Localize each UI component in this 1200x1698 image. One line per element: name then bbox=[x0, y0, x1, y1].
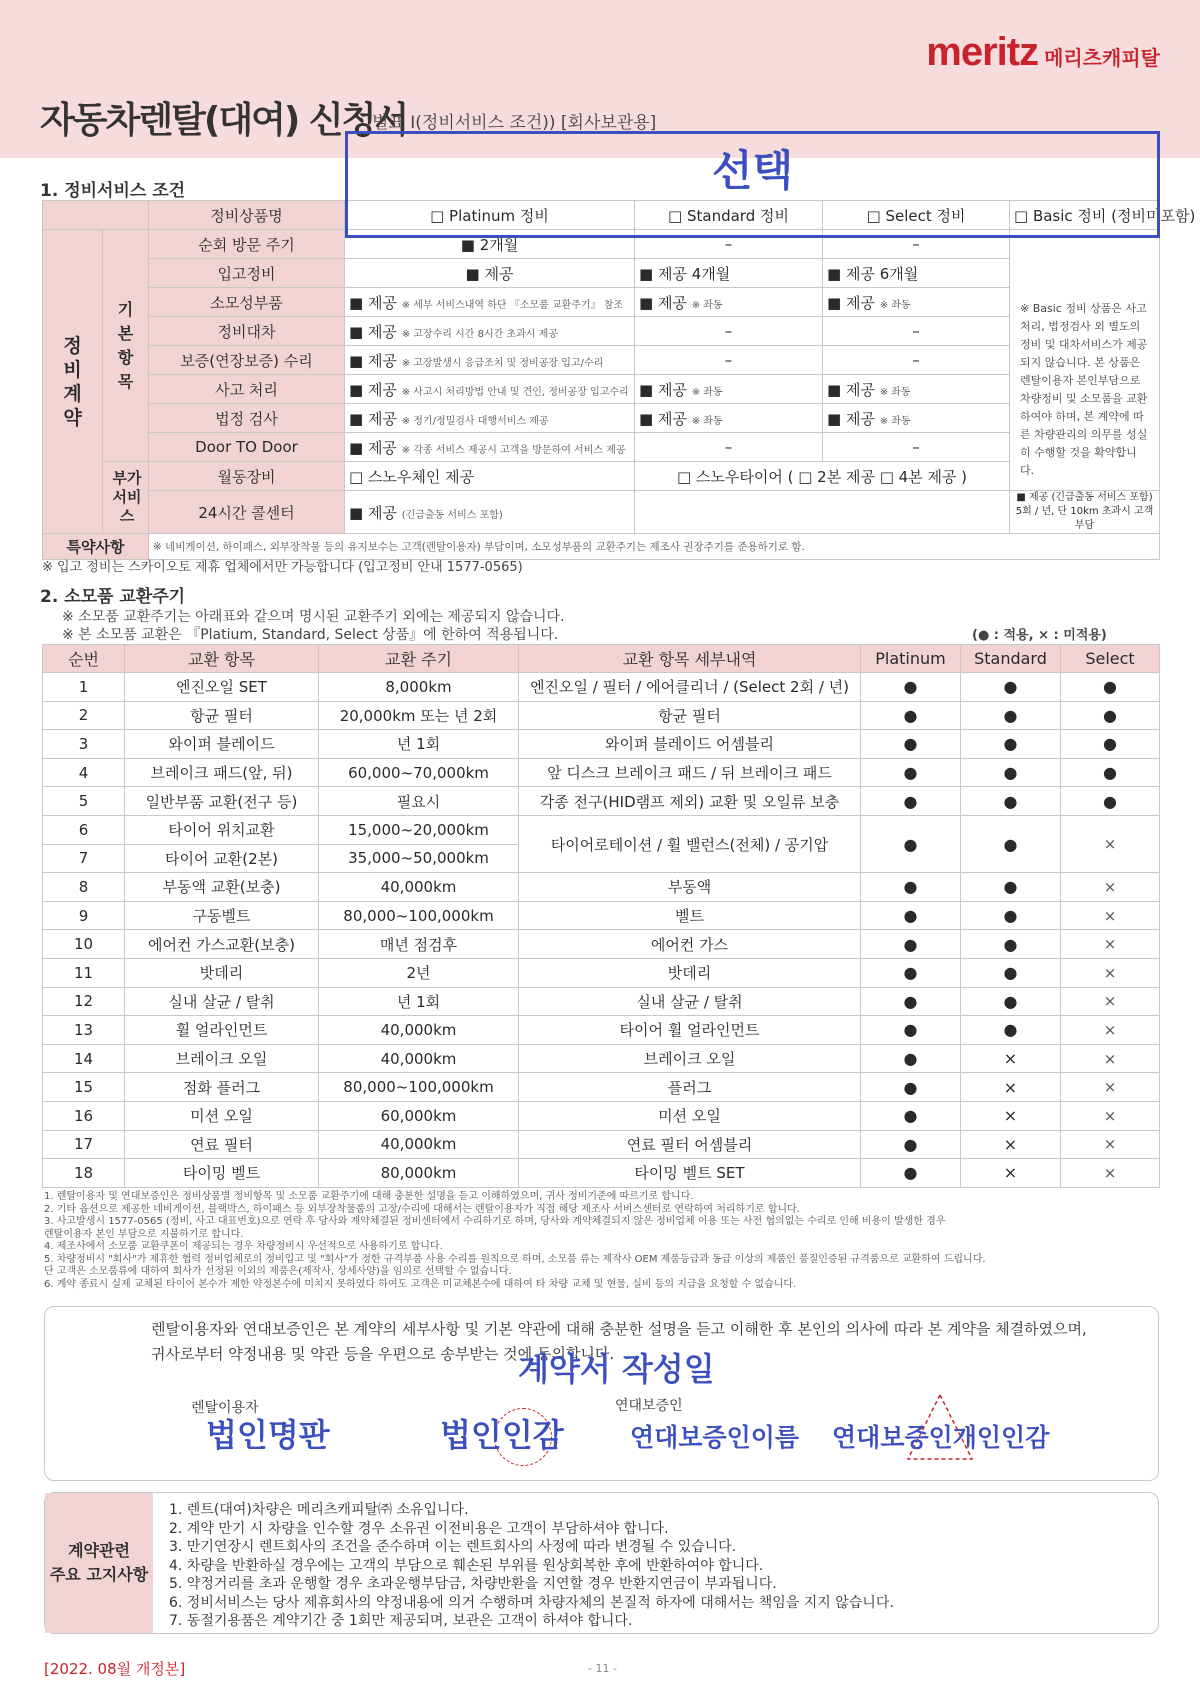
row-no: 14 bbox=[43, 1044, 125, 1073]
row-detail: 실내 살균 / 탈취 bbox=[519, 987, 861, 1016]
row-detail: 에어컨 가스 bbox=[519, 930, 861, 959]
row-no: 15 bbox=[43, 1073, 125, 1102]
agreement-text: 렌탈이용자와 연대보증인은 본 계약의 세부사항 및 기본 약관에 대해 충분한 설명을 듣고 이해한 후 본인의 의사에 따라 본 계약을 체결하였으며, 귀사로부터 약정내용 및 약관 등을 우편으로 송부받는 것에 동의합니다. bbox=[151, 1320, 1087, 1363]
footnote: 6. 계약 종료시 실제 교체된 타이어 본수가 제한 약정본수에 미치지 못하였다 하여도 고객은 미교체본수에 대하여 타 차량 교체 및 현물, 실비 등의 지급을 요청할 수 없습니다. bbox=[44, 1278, 797, 1290]
section2-note2: ※ 본 소모품 교환은 『Platium, Standard, Select 상품』에 한하여 적용됩니다. bbox=[62, 627, 559, 643]
row-standard: ● bbox=[961, 701, 1061, 730]
row-no: 3 bbox=[43, 730, 125, 759]
notice-head: 계약관련 주요 고지사항 bbox=[45, 1493, 153, 1633]
cell-note: ※ 세부 서비스내역 하단 『소모품 교환주기』 참조 bbox=[401, 299, 624, 311]
section2-title: 2. 소모품 교환주기 bbox=[40, 587, 186, 607]
col-cycle: 교환 주기 bbox=[319, 645, 519, 673]
row-platinum: ● bbox=[861, 758, 961, 787]
table-row bbox=[43, 815, 1160, 844]
cell-note: ※ 정기/정밀검사 대행서비스 제공 bbox=[401, 415, 549, 427]
row-select: × bbox=[1061, 1044, 1160, 1073]
row-item: 연료 필터 bbox=[125, 1130, 319, 1159]
section1-note: ※ 입고 정비는 스카이오토 제휴 업체에서만 가능합니다 (입고정비 안내 1577-0565) bbox=[42, 560, 523, 575]
row-no: 12 bbox=[43, 987, 125, 1016]
row-item: 타이밍 벨트 bbox=[125, 1159, 319, 1188]
row-detail: 연료 필터 어셈블리 bbox=[519, 1130, 861, 1159]
cell-standard: – bbox=[635, 346, 823, 375]
row-select: × bbox=[1061, 958, 1160, 987]
row-no: 8 bbox=[43, 873, 125, 902]
row-platinum: ● bbox=[861, 958, 961, 987]
row-select: × bbox=[1061, 1073, 1160, 1102]
row-label: Door TO Door bbox=[149, 433, 345, 462]
cell-select: ■ 제공 ※ 좌동 bbox=[823, 288, 1010, 317]
table-row bbox=[43, 787, 1160, 816]
row-select: × bbox=[1061, 1101, 1160, 1130]
row-cycle: 8,000km bbox=[319, 673, 519, 702]
row-item: 점화 플러그 bbox=[125, 1073, 319, 1102]
row-no: 16 bbox=[43, 1101, 125, 1130]
row-cycle: 년 1회 bbox=[319, 730, 519, 759]
row-select: ● bbox=[1061, 758, 1160, 787]
table-row bbox=[43, 901, 1160, 930]
row-platinum: ● bbox=[861, 987, 961, 1016]
table-row bbox=[43, 987, 1160, 1016]
row-no: 1 bbox=[43, 673, 125, 702]
row-standard: ● bbox=[961, 958, 1061, 987]
notice-list bbox=[169, 1501, 894, 1631]
cell-note: ※ 좌동 bbox=[691, 299, 723, 311]
renter-label: 렌탈이용자 bbox=[191, 1400, 259, 1416]
col-select: Select bbox=[1061, 645, 1160, 673]
basic-note: ※ Basic 정비 상품은 사고처리, 법정검사 외 별도의 정비 및 대차서비스가 제공되지 않습니다. 본 상품은 렌탈이용자 본인부담으로 차량정비 및 소모품을 교환하여야 하며, 본 계약에 따른 차량관리의 의무를 성실히 수행할 것을 확약합니다. bbox=[1010, 230, 1160, 491]
cell-standard: ■ 제공 ※ 좌동 bbox=[635, 375, 823, 404]
cell-note: ※ 좌동 bbox=[879, 386, 911, 398]
row-cycle: 60,000~70,000km bbox=[319, 758, 519, 787]
row-standard: × bbox=[961, 1044, 1061, 1073]
winter-label: 월동장비 bbox=[149, 462, 345, 491]
special-text: ※ 네비게이션, 하이패스, 외부장착물 등의 유지보수는 고객(렌탈이용자) 부담이며, 소모성부품의 교환주기는 제조사 권장주기를 준용하기로 함. bbox=[149, 534, 1160, 560]
cell-standard: – bbox=[635, 317, 823, 346]
cell-platinum: ■ 제공 ※ 각종 서비스 제공시 고객을 방문하여 서비스 제공 bbox=[345, 433, 635, 462]
row-cycle: 20,000km 또는 년 2회 bbox=[319, 701, 519, 730]
row-detail: 와이퍼 블레이드 어셈블리 bbox=[519, 730, 861, 759]
cell-note: ※ 각종 서비스 제공시 고객을 방문하여 서비스 제공 bbox=[401, 444, 626, 456]
row-platinum: ● bbox=[861, 1130, 961, 1159]
cell-note: ※ 좌동 bbox=[691, 386, 723, 398]
row-cycle: 년 1회 bbox=[319, 987, 519, 1016]
row-cycle: 40,000km bbox=[319, 873, 519, 902]
row-select: × bbox=[1061, 1130, 1160, 1159]
winter-standard-select[interactable]: □ 스노우타이어 ( □ 2본 제공 □ 4본 제공 ) bbox=[635, 462, 1010, 491]
page-subtitle: 별표 Ⅰ(정비서비스 조건)) [회사보관용] bbox=[372, 113, 657, 133]
cell-select: ■ 제공 6개월 bbox=[823, 259, 1010, 288]
row-detail: 엔진오일 / 필터 / 에어클리너 / (Select 2회 / 년) bbox=[519, 673, 861, 702]
col-platinum: Platinum bbox=[861, 645, 961, 673]
row-standard: ● bbox=[961, 873, 1061, 902]
row-item: 부동액 교환(보충) bbox=[125, 873, 319, 902]
row-select: × bbox=[1061, 815, 1160, 872]
guarantor-label: 연대보증인 bbox=[615, 1398, 683, 1414]
row-detail: 각종 전구(HID램프 제외) 교환 및 오일류 보충 bbox=[519, 787, 861, 816]
cell-platinum: ■ 2개월 bbox=[345, 230, 635, 259]
row-no: 6 bbox=[43, 815, 125, 844]
option-basic[interactable]: □ Basic 정비 (정비미포함) bbox=[1010, 201, 1160, 230]
cell-note: ※ 고장발생시 응급조치 및 정비공장 입고/수리 bbox=[401, 357, 604, 369]
cell-select: – bbox=[823, 230, 1010, 259]
notice-item: 1. 렌트(대여)차량은 메리츠캐피탈㈜ 소유입니다. bbox=[169, 1502, 469, 1518]
row-detail: 밧데리 bbox=[519, 958, 861, 987]
row-standard: ● bbox=[961, 987, 1061, 1016]
row-no: 11 bbox=[43, 958, 125, 987]
maintenance-conditions-table bbox=[42, 200, 1196, 560]
notice-box bbox=[44, 1492, 1159, 1634]
row-item: 휠 얼라인먼트 bbox=[125, 1016, 319, 1045]
row-item: 항균 필터 bbox=[125, 701, 319, 730]
table-row bbox=[43, 758, 1160, 787]
footnote: 4. 제조사에서 소모품 교환쿠폰이 제공되는 경우 차량정비시 우선적으로 사용하기로 합니다. bbox=[44, 1241, 443, 1252]
row-select: ● bbox=[1061, 730, 1160, 759]
cell-platinum: ■ 제공 ※ 사고시 처리방법 안내 및 견인, 정비공장 입고수리 bbox=[345, 375, 635, 404]
row-detail: 벨트 bbox=[519, 901, 861, 930]
footnote: 렌탈이용자 본인 부담으로 지불하기로 합니다. bbox=[44, 1228, 244, 1240]
row-label: 소모성부품 bbox=[149, 288, 345, 317]
row-standard: × bbox=[961, 1130, 1061, 1159]
row-select: ● bbox=[1061, 673, 1160, 702]
row-select: × bbox=[1061, 930, 1160, 959]
row-cycle: 35,000~50,000km bbox=[319, 844, 519, 873]
callcenter-label: 24시간 콜센터 bbox=[149, 491, 345, 534]
cell-note: ※ 사고시 처리방법 안내 및 견인, 정비공장 입고수리 bbox=[401, 386, 629, 398]
footnote: 2. 기타 옵션으로 제공한 네비게이션, 블랙박스, 하이패스 등 외부장착물품의 고장/수리에 대해서는 렌탈이용자가 직접 해당 제조사 서비스센터로 연락하여 처리하기로 합니다. bbox=[44, 1203, 800, 1215]
row-cycle: 80,000~100,000km bbox=[319, 901, 519, 930]
group-extra: 부가서비스 bbox=[103, 462, 149, 534]
row-detail: 타이밍 벨트 SET bbox=[519, 1159, 861, 1188]
row-platinum: ● bbox=[861, 930, 961, 959]
row-label: 법정 검사 bbox=[149, 404, 345, 433]
row-no: 7 bbox=[43, 844, 125, 873]
row-item: 구동벨트 bbox=[125, 901, 319, 930]
row-detail: 플러그 bbox=[519, 1073, 861, 1102]
row-select: × bbox=[1061, 873, 1160, 902]
row-no: 17 bbox=[43, 1130, 125, 1159]
option-platinum[interactable]: □ Platinum 정비 bbox=[345, 201, 635, 230]
callcenter-standard-select bbox=[635, 491, 1010, 534]
cell-standard: ■ 제공 4개월 bbox=[635, 259, 823, 288]
row-item: 타이어 교환(2본) bbox=[125, 844, 319, 873]
row-cycle: 60,000km bbox=[319, 1101, 519, 1130]
row-platinum: ● bbox=[861, 730, 961, 759]
row-select: × bbox=[1061, 987, 1160, 1016]
notice-item: 7. 동절기용품은 계약기간 중 1회만 제공되며, 보관은 고객이 하셔야 합니다. bbox=[169, 1613, 633, 1629]
row-label: 사고 처리 bbox=[149, 375, 345, 404]
footnote: 단 고객은 소모품류에 대하여 회사가 선정된 이외의 제품은(제작사, 상세사양)을 임의로 선택할 수 없습니다. bbox=[44, 1266, 512, 1277]
group-basic: 기본항목 bbox=[103, 230, 149, 462]
col-no: 순번 bbox=[43, 645, 125, 673]
row-item: 와이퍼 블레이드 bbox=[125, 730, 319, 759]
row-standard: ● bbox=[961, 1016, 1061, 1045]
row-cycle: 80,000km bbox=[319, 1159, 519, 1188]
logo-en: meritz bbox=[926, 30, 1039, 74]
row-platinum: ● bbox=[861, 1101, 961, 1130]
row-select: × bbox=[1061, 901, 1160, 930]
row-standard: ● bbox=[961, 673, 1061, 702]
cell-select: – bbox=[823, 317, 1010, 346]
table-row bbox=[43, 1016, 1160, 1045]
row-platinum: ● bbox=[861, 673, 961, 702]
table-row bbox=[43, 1044, 1160, 1073]
section1-title: 1. 정비서비스 조건 bbox=[40, 181, 186, 201]
notice-item: 3. 만기연장시 렌트회사의 조건을 준수하며 이는 렌트회사의 사정에 따라 변경될 수 있습니다. bbox=[169, 1539, 737, 1555]
corp-seal-overlay: 법인인감 bbox=[440, 1416, 564, 1454]
row-item: 일반부품 교환(전구 등) bbox=[125, 787, 319, 816]
row-platinum: ● bbox=[861, 1016, 961, 1045]
guarantor-seal-overlay: 연대보증인개인인감 bbox=[832, 1423, 1050, 1452]
footnote: 3. 사고발생시 1577-0565 (정비, 사고 대표번호)으로 연락 후 당사와 계약체결된 정비센터에서 수리하기로 하며, 당사와 계약체결되지 않은 정비업체 이용 또는 사전 협의없는 수리로 인해 비용이 발생한 경우 bbox=[44, 1216, 946, 1227]
table-row bbox=[43, 1073, 1160, 1102]
footnotes bbox=[44, 1191, 986, 1291]
row-no: 18 bbox=[43, 1159, 125, 1188]
cell-select: – bbox=[823, 433, 1010, 462]
table-row bbox=[43, 1130, 1160, 1159]
callcenter-platinum: ■ 제공 (긴급출동 서비스 포함) bbox=[345, 491, 635, 534]
row-item: 엔진오일 SET bbox=[125, 673, 319, 702]
row-item: 밧데리 bbox=[125, 958, 319, 987]
row-platinum: ● bbox=[861, 701, 961, 730]
row-no: 5 bbox=[43, 787, 125, 816]
footnote: 1. 렌탈이용자 및 연대보증인은 정비상품별 정비항목 및 소모품 교환주기에 대해 충분한 설명을 듣고 이해하였으며, 귀사 정비기준에 따르기로 합니다. bbox=[44, 1191, 694, 1202]
table-row bbox=[43, 958, 1160, 987]
row-label: 순회 방문 주기 bbox=[149, 230, 345, 259]
corp-stamp-overlay: 법인명판 bbox=[206, 1416, 330, 1454]
group-contract: 정비계약 bbox=[43, 230, 103, 534]
notice-item: 4. 차량을 반환하실 경우에는 고객의 부담으로 훼손된 부위를 원상회복한 후에 반환하여야 합니다. bbox=[169, 1557, 764, 1574]
row-cycle: 40,000km bbox=[319, 1016, 519, 1045]
cell-note: (긴급출동 서비스 포함) bbox=[401, 509, 503, 521]
row-standard: ● bbox=[961, 901, 1061, 930]
cell-select: ■ 제공 ※ 좌동 bbox=[823, 375, 1010, 404]
table-row bbox=[43, 1159, 1160, 1188]
product-name-label: 정비상품명 bbox=[149, 201, 345, 230]
option-standard[interactable]: □ Standard 정비 bbox=[635, 201, 823, 230]
row-item: 에어컨 가스교환(보충) bbox=[125, 930, 319, 959]
row-cycle: 매년 점검후 bbox=[319, 930, 519, 959]
row-detail: 브레이크 오일 bbox=[519, 1044, 861, 1073]
row-platinum: ● bbox=[861, 1073, 961, 1102]
row-cycle: 15,000~20,000km bbox=[319, 815, 519, 844]
notice-item: 2. 계약 만기 시 차량을 인수할 경우 소유권 이전비용은 고객이 부담하셔야 합니다. bbox=[169, 1520, 669, 1537]
row-platinum: ● bbox=[861, 815, 961, 872]
row-no: 9 bbox=[43, 901, 125, 930]
row-cycle: 2년 bbox=[319, 958, 519, 987]
logo-ko: 메리츠캐피탈 bbox=[1044, 46, 1160, 70]
row-no: 10 bbox=[43, 930, 125, 959]
callcenter-basic: ■ 제공 (긴급출동 서비스 포함) 5회 / 년, 단 10km 초과시 고객부담 bbox=[1010, 491, 1160, 534]
row-platinum: ● bbox=[861, 787, 961, 816]
row-platinum: ● bbox=[861, 1044, 961, 1073]
row-detail: 타이어로테이션 / 휠 밸런스(전체) / 공기압 bbox=[519, 815, 861, 872]
cell-note: ※ 좌동 bbox=[879, 415, 911, 427]
notice-item: 6. 정비서비스는 당사 제휴회사의 약정내용에 의거 수행하며 차량자체의 본질적 하자에 대해서는 책임을 지지 않습니다. bbox=[169, 1594, 894, 1611]
page-number: - 11 - bbox=[588, 1662, 617, 1675]
edition-label: [2022. 08월 개정본] bbox=[44, 1660, 186, 1678]
row-standard: × bbox=[961, 1101, 1061, 1130]
row-select: × bbox=[1061, 1016, 1160, 1045]
section2-legend: (● : 적용, × : 미적용) bbox=[972, 628, 1107, 643]
col-item: 교환 항목 bbox=[125, 645, 319, 673]
row-standard: ● bbox=[961, 815, 1061, 872]
cell-platinum: ■ 제공 ※ 고장발생시 응급조치 및 정비공장 입고/수리 bbox=[345, 346, 635, 375]
cell-note: ※ 좌동 bbox=[879, 299, 911, 311]
row-standard: ● bbox=[961, 758, 1061, 787]
cell-select: – bbox=[823, 346, 1010, 375]
guarantor-name-overlay: 연대보증인이름 bbox=[630, 1423, 800, 1452]
row-cycle: 필요시 bbox=[319, 787, 519, 816]
cell-standard: – bbox=[635, 433, 823, 462]
table-row bbox=[43, 873, 1160, 902]
row-standard: ● bbox=[961, 930, 1061, 959]
row-label: 입고정비 bbox=[149, 259, 345, 288]
company-logo bbox=[926, 30, 1160, 75]
cell-standard: ■ 제공 ※ 좌동 bbox=[635, 288, 823, 317]
winter-platinum[interactable]: □ 스노우체인 제공 bbox=[345, 462, 635, 491]
row-no: 4 bbox=[43, 758, 125, 787]
row-item: 브레이크 패드(앞, 뒤) bbox=[125, 758, 319, 787]
row-select: ● bbox=[1061, 701, 1160, 730]
select-overlay-box bbox=[345, 131, 1160, 238]
select-overlay-text: 선택 bbox=[711, 146, 794, 195]
row-detail: 미션 오일 bbox=[519, 1101, 861, 1130]
row-no: 2 bbox=[43, 701, 125, 730]
cell-platinum: ■ 제공 ※ 고장수리 시간 8시간 초과시 제공 bbox=[345, 317, 635, 346]
row-standard: × bbox=[961, 1159, 1061, 1188]
header-blank bbox=[43, 201, 149, 230]
cell-note: ※ 고장수리 시간 8시간 초과시 제공 bbox=[401, 328, 558, 340]
consumables-table bbox=[42, 644, 1160, 1188]
col-detail: 교환 항목 세부내역 bbox=[519, 645, 861, 673]
contract-date-overlay: 계약서 작성일 bbox=[518, 1350, 715, 1388]
table-row bbox=[43, 730, 1160, 759]
notice-item: 5. 약정거리를 초과 운행할 경우 초과운행부담금, 차량반환을 지연할 경우 반환지연금이 부과됩니다. bbox=[169, 1576, 777, 1592]
row-platinum: ● bbox=[861, 873, 961, 902]
row-cycle: 40,000km bbox=[319, 1130, 519, 1159]
col-standard: Standard bbox=[961, 645, 1061, 673]
cell-platinum: ■ 제공 ※ 세부 서비스내역 하단 『소모품 교환주기』 참조 bbox=[345, 288, 635, 317]
row-item: 미션 오일 bbox=[125, 1101, 319, 1130]
row-item: 실내 살균 / 탈취 bbox=[125, 987, 319, 1016]
row-label: 정비대차 bbox=[149, 317, 345, 346]
cell-platinum: ■ 제공 bbox=[345, 259, 635, 288]
cell-note: ※ 좌동 bbox=[691, 415, 723, 427]
row-select: ● bbox=[1061, 787, 1160, 816]
row-standard: ● bbox=[961, 730, 1061, 759]
section2-note1: ※ 소모품 교환주기는 아래표와 같으며 명시된 교환주기 외에는 제공되지 않습니다. bbox=[62, 609, 565, 625]
table-row bbox=[43, 673, 1160, 702]
row-platinum: ● bbox=[861, 901, 961, 930]
cell-platinum: ■ 제공 ※ 정기/정밀검사 대행서비스 제공 bbox=[345, 404, 635, 433]
option-select[interactable]: □ Select 정비 bbox=[823, 201, 1010, 230]
cell-standard: – bbox=[635, 230, 823, 259]
row-cycle: 40,000km bbox=[319, 1044, 519, 1073]
row-platinum: ● bbox=[861, 1159, 961, 1188]
row-select: × bbox=[1061, 1159, 1160, 1188]
row-standard: ● bbox=[961, 787, 1061, 816]
row-detail: 앞 디스크 브레이크 패드 / 뒤 브레이크 패드 bbox=[519, 758, 861, 787]
row-no: 13 bbox=[43, 1016, 125, 1045]
row-item: 타이어 위치교환 bbox=[125, 815, 319, 844]
row-cycle: 80,000~100,000km bbox=[319, 1073, 519, 1102]
cell-standard: ■ 제공 ※ 좌동 bbox=[635, 404, 823, 433]
row-detail: 항균 필터 bbox=[519, 701, 861, 730]
row-item: 브레이크 오일 bbox=[125, 1044, 319, 1073]
table-row bbox=[43, 1101, 1160, 1130]
table-row bbox=[43, 701, 1160, 730]
special-label: 특약사항 bbox=[43, 534, 149, 560]
page-title: 자동차렌탈(대여) 신청서 bbox=[40, 100, 408, 141]
cell-select: ■ 제공 ※ 좌동 bbox=[823, 404, 1010, 433]
table-row bbox=[43, 930, 1160, 959]
footnote: 5. 차량정비시 "회사"가 제휴한 협력 정비업체로의 정비입고 및 "회사"가 정한 규격부품 사용 수리를 원칙으로 하며, 소모품 류는 제작사 OEM 제품등급과 동급 이상의 제품인 품질인증된 규격품으로 교환하여 드립니다. bbox=[44, 1253, 986, 1265]
row-detail: 타이어 휠 얼라인먼트 bbox=[519, 1016, 861, 1045]
row-detail: 부동액 bbox=[519, 873, 861, 902]
row-label: 보증(연장보증) 수리 bbox=[149, 346, 345, 375]
row-standard: × bbox=[961, 1073, 1061, 1102]
